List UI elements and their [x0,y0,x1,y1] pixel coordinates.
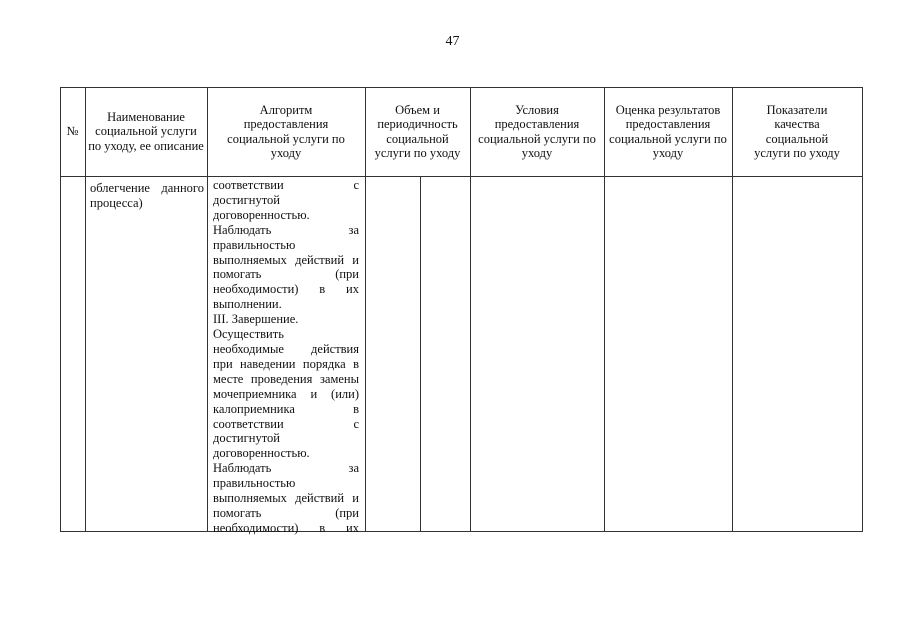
text-line: помогать (при [213,267,359,282]
page-number: 47 [445,34,460,49]
col-line [420,176,421,532]
col-line [732,87,733,532]
table-border-bottom [60,531,862,532]
text-line: правильностью [213,476,296,491]
header-conditions: Условия предоставления социальной услуги по уходу [478,102,596,160]
header-quality: Показатели качества социальной услуги по уходу [754,102,840,160]
header-volume: Объем и периодичность социальной услуги по уходу [374,102,461,160]
header-algorithm: Алгоритм предоставления социальной услуги по уходу [227,102,345,160]
text-line: соответствии с [213,178,359,192]
header-divider [60,176,862,177]
text-line: выполняемых действий и [213,252,359,267]
text-line: Наблюдать за [213,222,359,237]
text-line: мочеприемника и (или) [213,386,359,401]
header-service-name: Наименование социальной услуги по уходу, ее описание [88,109,204,153]
text-line: месте проведения замены [213,371,359,386]
col-line [85,87,86,532]
text-line: калоприемника в [213,401,359,416]
text-line: правильностью [213,237,296,252]
text-line: необходимости) в их [213,520,359,535]
text-line: Наблюдать за [213,461,359,476]
col-line [207,87,208,532]
text-line: облегчение данного [90,181,204,195]
text-line: необходимые действия [213,341,359,356]
service-name-cell [90,181,204,211]
text-line: необходимости) в их [213,282,359,297]
header-number: № [66,124,79,139]
text-line: договоренностью. [213,446,310,461]
text-line: процесса) [90,195,143,210]
text-line: III. Завершение. [213,312,299,327]
text-line: договоренностью. [213,207,310,222]
text-line: при наведении порядка в [213,356,359,371]
col-line [470,87,471,532]
col-line [862,87,863,532]
text-line: помогать (при [213,505,359,520]
text-line: выполнении. [213,297,282,312]
col-line [604,87,605,532]
text-line: соответствии с [213,416,359,431]
text-line: Осуществить [213,327,284,342]
header-evaluation: Оценка результатов предоставления социальной услуги по уходу [609,102,727,160]
text-line: выполняемых действий и [213,491,359,506]
algorithm-cell [213,178,359,536]
text-line: достигнутой [213,192,280,207]
col-line [365,87,366,532]
text-line: достигнутой [213,431,280,446]
